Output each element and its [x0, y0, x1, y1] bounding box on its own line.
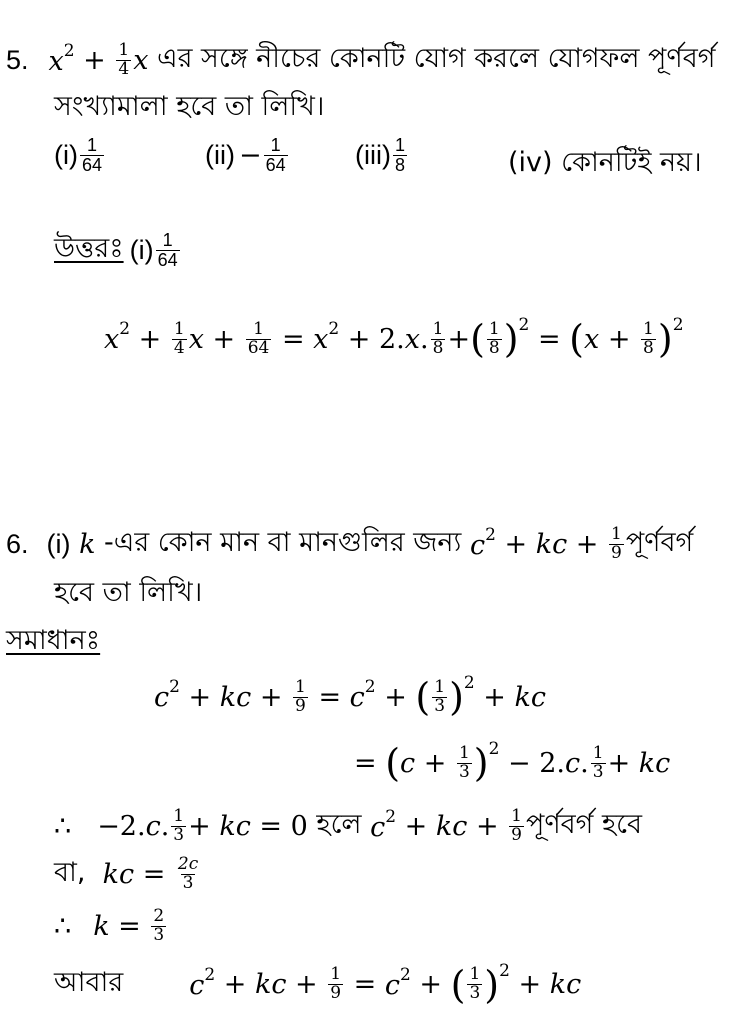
q6-stem-line2: হবে তা লিখি। [54, 577, 203, 608]
q5-option-4: (iv) কোনটিই নয়। [508, 147, 702, 178]
answer-label: উত্তরঃ [54, 233, 124, 264]
q5-option-1: (i) $\frac{1}{64}$ [54, 135, 103, 175]
q5-fraction-quarter: $\frac{1}{4}$ [118, 40, 130, 79]
solution-step-3: ∴ −2. c . $\frac{1}{3}$ + kc = 0 হলে $c^2$ + kc + $\frac{1}{9}$ পূর্ণবর্গ হবে [54, 806, 643, 845]
q5-stem-line1: 5. $x^2$ + $\frac{1}{4}$ x এর সঙ্গে নীচের কোনটি যোগ করলে যোগফল পূর্ণবর্গ [6, 38, 715, 83]
q5-stem-line2: সংখ্যামালা হবে তা লিখি। [54, 91, 325, 122]
solution-label: সমাধানঃ [6, 625, 101, 656]
q5-option-3: (iii) $\frac{1}{8}$ [355, 135, 405, 175]
solution-step-2: = ( c + $\frac{1}{3}$ ) $^2$ − 2. c . $\frac{1}{3}$ + kc [354, 739, 671, 785]
solution-step-1: $c^2$ + kc + $\frac{1}{9}$ = $c^2$ + ( $\frac{1}{3}$ ) $^2$ + kc [154, 673, 546, 719]
q6-stem-line1: 6. (i) k -এর কোন মান বা মানগুলির জন্য $c^2$ + kc + $\frac{1}{9}$ পূর্ণবর্গ [6, 524, 694, 563]
therefore-symbol: ∴ [54, 811, 72, 842]
q5-expression: $x^2$ [48, 40, 75, 77]
q5-option-2: (ii) − $\frac{1}{64}$ [205, 135, 286, 175]
q6-number: 6. [6, 529, 29, 559]
solution-step-6: আবার $c^2$ + kc + $\frac{1}{9}$ = $c^2$ + ( $\frac{1}{3}$ ) $^2$ + kc [54, 960, 582, 1007]
q5-stem-text: এর সঙ্গে নীচের কোনটি যোগ করলে যোগফল পূর্ণবর্গ [157, 43, 716, 74]
q5-working-equation: $x^2$ + $\frac{1}{4}$ x + $\frac{1}{64}$ = $x^2$ + 2. x . $\frac{1}{8}$ + ( $\frac{1}{8}$ ) $^2$ = ( x + $\frac{1}{8}$ ) $^2$ [104, 315, 684, 361]
solution-step-5: ∴ k = $\frac{2}{3}$ [54, 906, 165, 945]
q5-answer: উত্তরঃ (i) $\frac{1}{64}$ [54, 228, 182, 273]
q5-number: 5. [6, 45, 29, 75]
solution-step-4: বা, kc = $\frac{2c}{3}$ [54, 854, 199, 893]
